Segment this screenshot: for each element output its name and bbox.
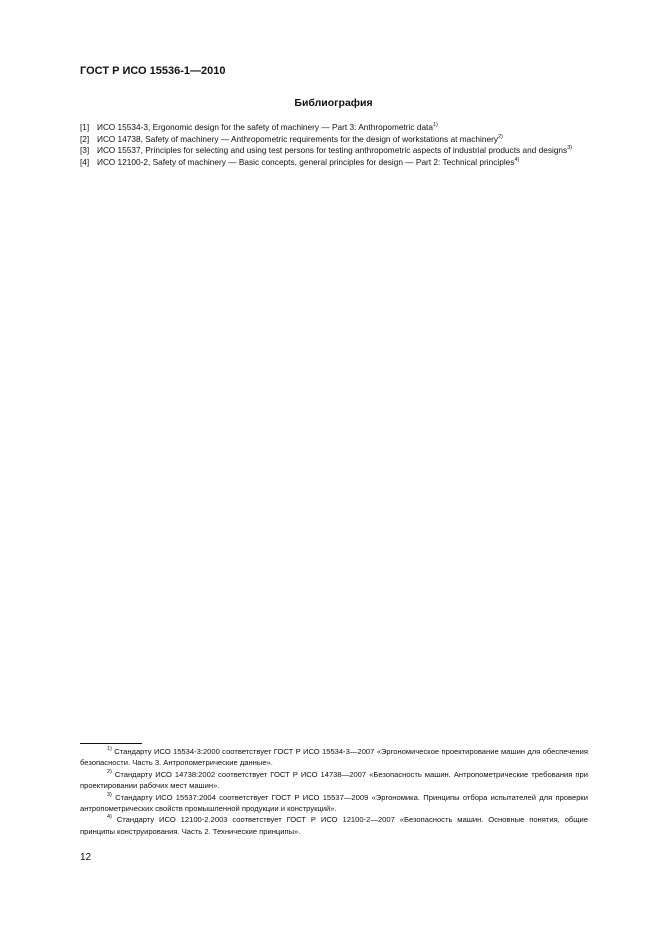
footnote xyxy=(80,792,588,815)
bibliography-item xyxy=(80,145,588,157)
item-number: [1] xyxy=(80,122,90,132)
footnote-ref: 3) xyxy=(567,145,573,152)
footnote-mark: 2) xyxy=(107,768,112,775)
bibliography-list xyxy=(80,122,588,168)
footnote xyxy=(80,746,588,769)
document-header: ГОСТ Р ИСО 15536-1—2010 xyxy=(80,65,226,77)
footnotes xyxy=(80,746,588,837)
bibliography-item xyxy=(80,122,588,134)
bibliography-item xyxy=(80,157,588,169)
footnote-text: Стандарту ИСО 12100-2.2003 соответствует ГОСТ Р ИСО 12100-2—2007 «Безопасность машин. Основные понятия, общие принципы конструирования. Часть 2. Технические принципы». xyxy=(80,815,588,836)
footnote xyxy=(80,814,588,837)
item-text: ИСО 12100-2, Safety of machinery — Basic concepts, general principles for design — Part 2: Technical principles xyxy=(97,156,515,167)
footnote xyxy=(80,769,588,792)
footnote-mark: 1) xyxy=(107,746,112,752)
footnote-divider xyxy=(80,743,142,744)
footnote-ref: 4) xyxy=(514,156,520,163)
item-text: ИСО 15537, Principles for selecting and using test persons for testing anthropometric aspects of industrial products and designs xyxy=(97,145,568,156)
item-number: [2] xyxy=(80,133,90,144)
footnote-ref: 1) xyxy=(432,122,438,128)
section-title: Библиография xyxy=(294,97,373,109)
page-number: 12 xyxy=(80,852,92,863)
footnote-text: Стандарту ИСО 15537:2004 соответствует ГОСТ Р ИСО 15537—2009 «Эргономика. Принципы отбора испытателей для проверки антропометрических свойств промышленной продукции и конструкций». xyxy=(80,792,588,814)
bibliography-item xyxy=(80,134,588,146)
item-number: [4] xyxy=(80,156,90,167)
footnote-text: Стандарту ИСО 14738:2002 соответствует ГОСТ Р ИСО 14738—2007 «Безопасность машин. Антропометрические требования при проектировании рабочих мест машин». xyxy=(80,769,588,791)
footnote-mark: 3) xyxy=(107,791,112,798)
item-number: [3] xyxy=(80,145,90,156)
footnote-ref: 2) xyxy=(498,133,503,140)
item-text: ИСО 14738, Safety of machinery — Anthropometric requirements for the design of workstations at machinery xyxy=(97,133,498,144)
footnote-text: Стандарту ИСО 15534-3:2000 соответствует ГОСТ Р ИСО 15534-3—2007 «Эргономическое проектирование машин для обеспечения безопасности. Часть 3. Антропометрические данные». xyxy=(80,747,588,768)
item-text: ИСО 15534-3, Ergonomic design for the safety of machinery — Part 3: Anthropometric data xyxy=(97,122,433,132)
footnote-mark: 4) xyxy=(107,814,112,821)
